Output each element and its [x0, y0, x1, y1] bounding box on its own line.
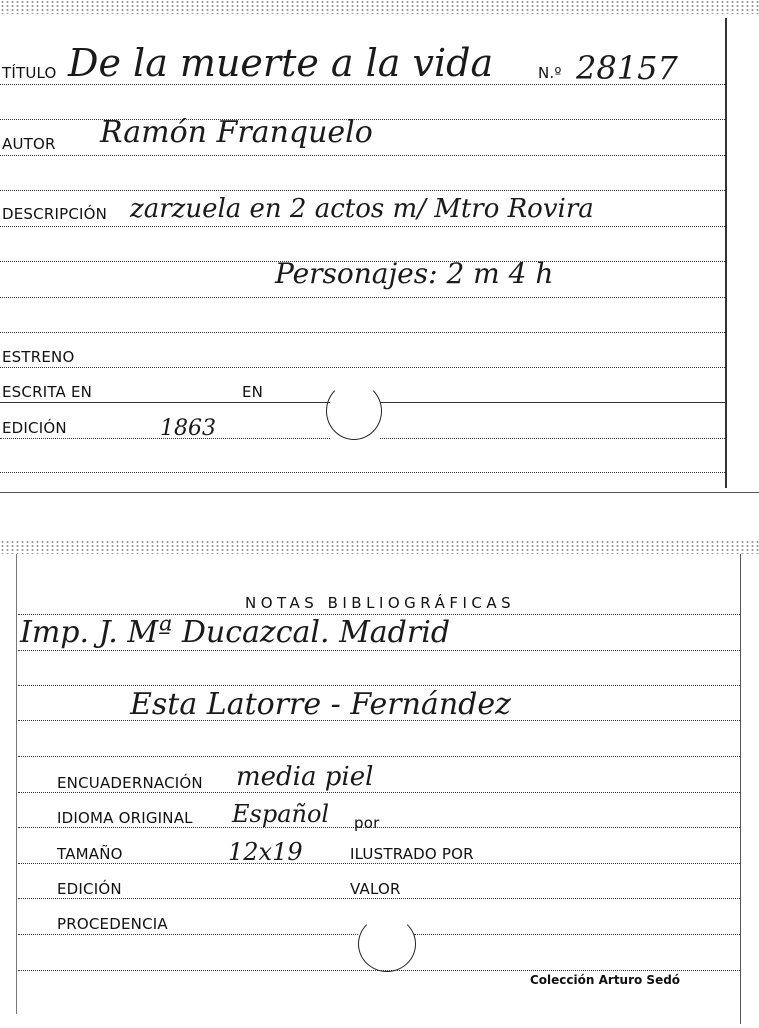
tamano-value: 12x19	[228, 838, 303, 866]
numero-label: N.º	[538, 64, 562, 82]
coleccion-footer: Colección Arturo Sedó	[530, 973, 681, 987]
rule-line	[0, 367, 725, 368]
card-bottom-border	[0, 492, 759, 493]
edicion-label: EDICIÓN	[2, 419, 67, 437]
card-right-border	[740, 554, 741, 1024]
rule-line	[0, 402, 330, 403]
valor-label: VALOR	[350, 880, 401, 898]
rule-line	[380, 438, 725, 439]
escrita-en-label: EN	[242, 383, 264, 401]
numero-value: 28157	[576, 49, 678, 87]
autor-label: AUTOR	[2, 135, 56, 153]
nota-line-2: Esta Latorre - Fernández	[130, 687, 511, 722]
card-top-edge	[0, 540, 759, 554]
idioma-label: IDIOMA ORIGINAL	[57, 809, 193, 827]
nota-line-1: Imp. J. Mª Ducazcal. Madrid	[20, 615, 451, 650]
rule-line	[18, 898, 740, 899]
rule-line	[0, 472, 725, 473]
notas-title: NOTAS BIBLIOGRÁFICAS	[245, 594, 516, 612]
edicion-value: 1863	[160, 416, 216, 441]
titulo-label: TÍTULO	[2, 64, 57, 82]
card-top-edge	[0, 0, 759, 14]
descripcion-value: zarzuela en 2 actos m/ Mtro Rovira	[130, 194, 594, 224]
rule-line	[0, 190, 725, 191]
ilustrado-label: ILUSTRADO POR	[350, 845, 474, 863]
rule-line	[18, 934, 358, 935]
idioma-value: Español	[232, 800, 330, 828]
card-right-border	[725, 18, 727, 488]
titulo-value: De la muerte a la vida	[68, 41, 494, 85]
rule-line	[18, 792, 740, 793]
rule-line	[18, 650, 740, 651]
rule-line	[414, 934, 740, 935]
estreno-label: ESTRENO	[2, 348, 75, 366]
catalog-card-front	[0, 0, 759, 495]
autor-value: Ramón Franquelo	[100, 115, 373, 150]
punch-hole	[326, 382, 382, 440]
rule-line	[18, 863, 740, 864]
rule-line	[18, 756, 740, 757]
procedencia-label: PROCEDENCIA	[57, 915, 168, 933]
edicion-label: EDICIÓN	[57, 880, 122, 898]
personajes-value: Personajes: 2 m 4 h	[275, 257, 554, 290]
card-left-border	[16, 554, 17, 1014]
rule-line	[0, 155, 725, 156]
escrita-label: ESCRITA EN	[2, 383, 93, 401]
rule-line	[380, 402, 725, 403]
catalog-card-back	[0, 540, 759, 1028]
rule-line	[0, 226, 725, 227]
por-label: por	[354, 814, 380, 832]
tamano-label: TAMAÑO	[57, 845, 123, 863]
rule-line	[0, 297, 725, 298]
encuadernacion-value: media piel	[236, 762, 374, 792]
rule-line	[0, 332, 725, 333]
punch-hole	[358, 916, 416, 972]
rule-line	[18, 685, 740, 686]
descripcion-label: DESCRIPCIÓN	[2, 205, 108, 223]
encuadernacion-label: ENCUADERNACIÓN	[57, 774, 203, 792]
